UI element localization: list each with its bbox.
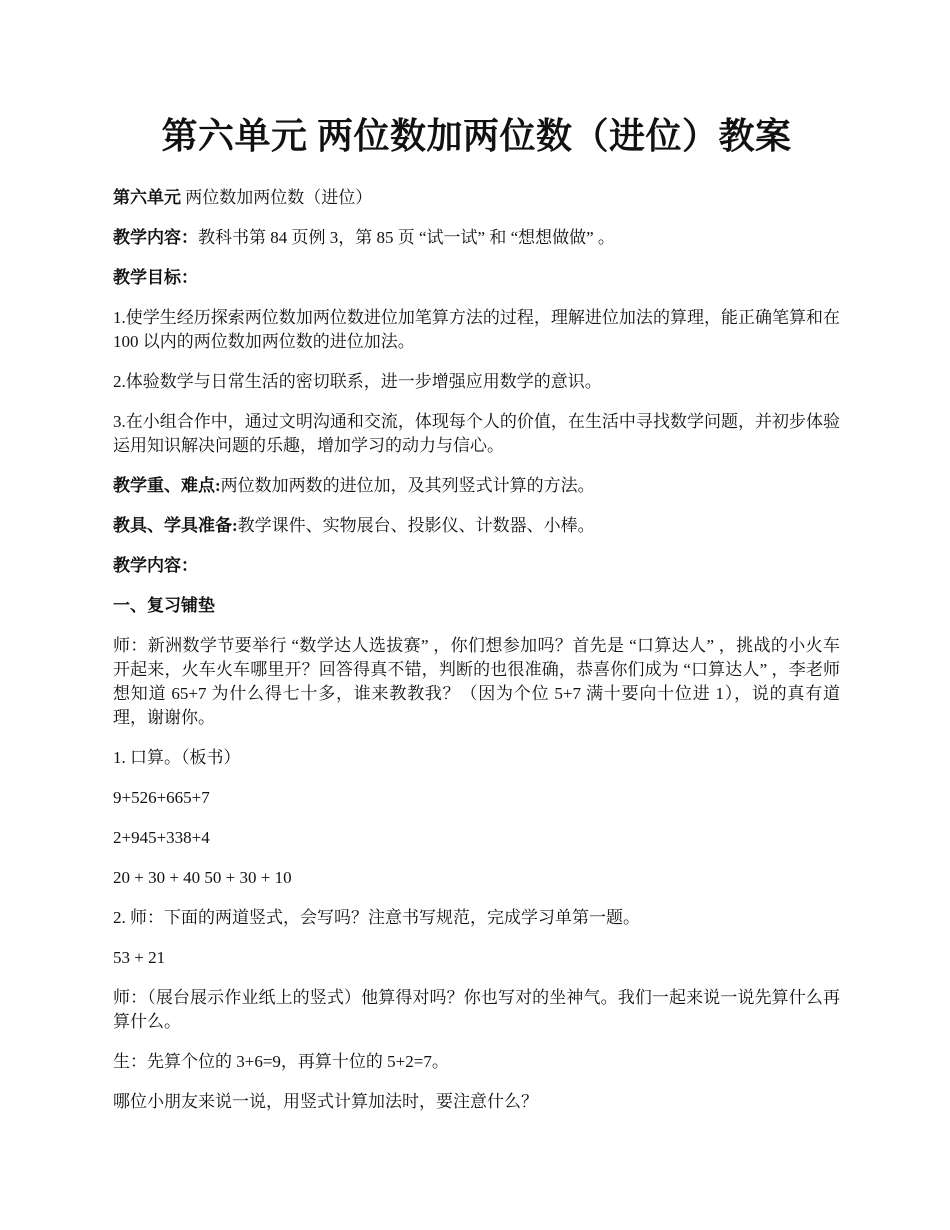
key-points-label: 教学重、难点: (113, 476, 221, 495)
vertical-task-line: 2. 师：下面的两道竖式，会写吗？注意书写规范，完成学习单第一题。 (113, 908, 640, 927)
goal-paragraph-2: 2.体验数学与日常生活的密切联系，进一步增强应用数学的意识。 (113, 372, 602, 391)
teacher-intro-paragraph: 师：新洲数学节要举行 “数学达人选拔赛” ，你们想参加吗？首先是 “口算达人” ，挑战的小火车开起来，火车火车哪里开？回答得真不错，判断的也很准确，恭喜你们成为 “口算达人” ，李老师想知道 65+7 为什么得七十多，谁来教教我？（因为个位 5+7 满十要向十位进 1），说的真有道理，谢谢你。 (113, 636, 840, 727)
calc-row-1: 9+526+665+7 (113, 788, 210, 807)
calc-row-2: 2+945+338+4 (113, 828, 210, 847)
teacher-check-paragraph: 师：（展台展示作业纸上的竖式）他算得对吗？你也写对的坐神气。我们一起来说一说先算什么再算什么。 (113, 988, 840, 1031)
student-answer-line: 生：先算个位的 3+6=9，再算十位的 5+2=7。 (113, 1052, 449, 1071)
tools-text: 教学课件、实物展台、投影仪、计数器、小棒。 (237, 516, 595, 535)
goals-heading: 教学目标： (113, 268, 198, 287)
unit-line (113, 186, 840, 210)
teaching-content-text: 教科书第 84 页例 3，第 85 页 “试一试” 和 “想想做做” 。 (198, 228, 615, 247)
process-heading: 教学内容： (113, 556, 198, 575)
key-points-text: 两位数加两数的进位加，及其列竖式计算的方法。 (220, 476, 595, 495)
calc-row-3: 20 + 30 + 40 50 + 30 + 10 (113, 868, 292, 887)
tools-line (113, 514, 840, 538)
unit-text: 两位数加两位数（进位） (181, 188, 373, 207)
teaching-content-line (113, 226, 840, 250)
teaching-content-label: 教学内容： (113, 228, 198, 247)
vertical-expression: 53 + 21 (113, 948, 166, 967)
tools-label: 教具、学具准备: (113, 516, 238, 535)
document-page (113, 108, 840, 1130)
goal-paragraph-1: 1.使学生经历探索两位数加两位数进位加笔算方法的过程，理解进位加法的算理，能正确笔算和在 100 以内的两位数加两位数的进位加法。 (113, 308, 840, 351)
key-points-line (113, 474, 840, 498)
question-line: 哪位小朋友来说一说，用竖式计算加法时，要注意什么？ (113, 1092, 538, 1111)
oral-calc-line: 1. 口算。（板书） (113, 748, 241, 767)
document-title: 第六单元 两位数加两位数（进位）教案 (161, 116, 792, 156)
section-1-heading: 一、复习铺垫 (113, 596, 215, 615)
goal-paragraph-3: 3.在小组合作中，通过文明沟通和交流，体现每个人的价值，在生活中寻找数学问题，并初步体验运用知识解决问题的乐趣，增加学习的动力与信心。 (113, 412, 840, 455)
unit-label: 第六单元 (113, 188, 181, 207)
